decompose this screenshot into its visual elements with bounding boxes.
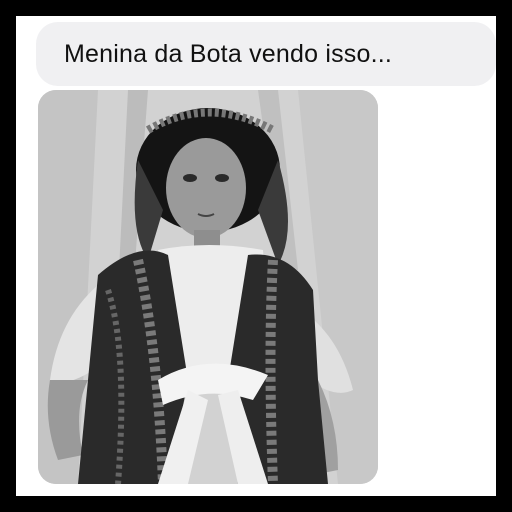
- vintage-portrait-photo: [38, 90, 378, 484]
- face: [166, 138, 246, 238]
- message-bubble: [36, 22, 496, 86]
- left-eye: [183, 174, 197, 182]
- right-eye: [215, 174, 229, 182]
- portrait-illustration: [38, 90, 378, 484]
- meme-card: [16, 16, 496, 496]
- message-text: Menina da Bota vendo isso...: [64, 39, 393, 68]
